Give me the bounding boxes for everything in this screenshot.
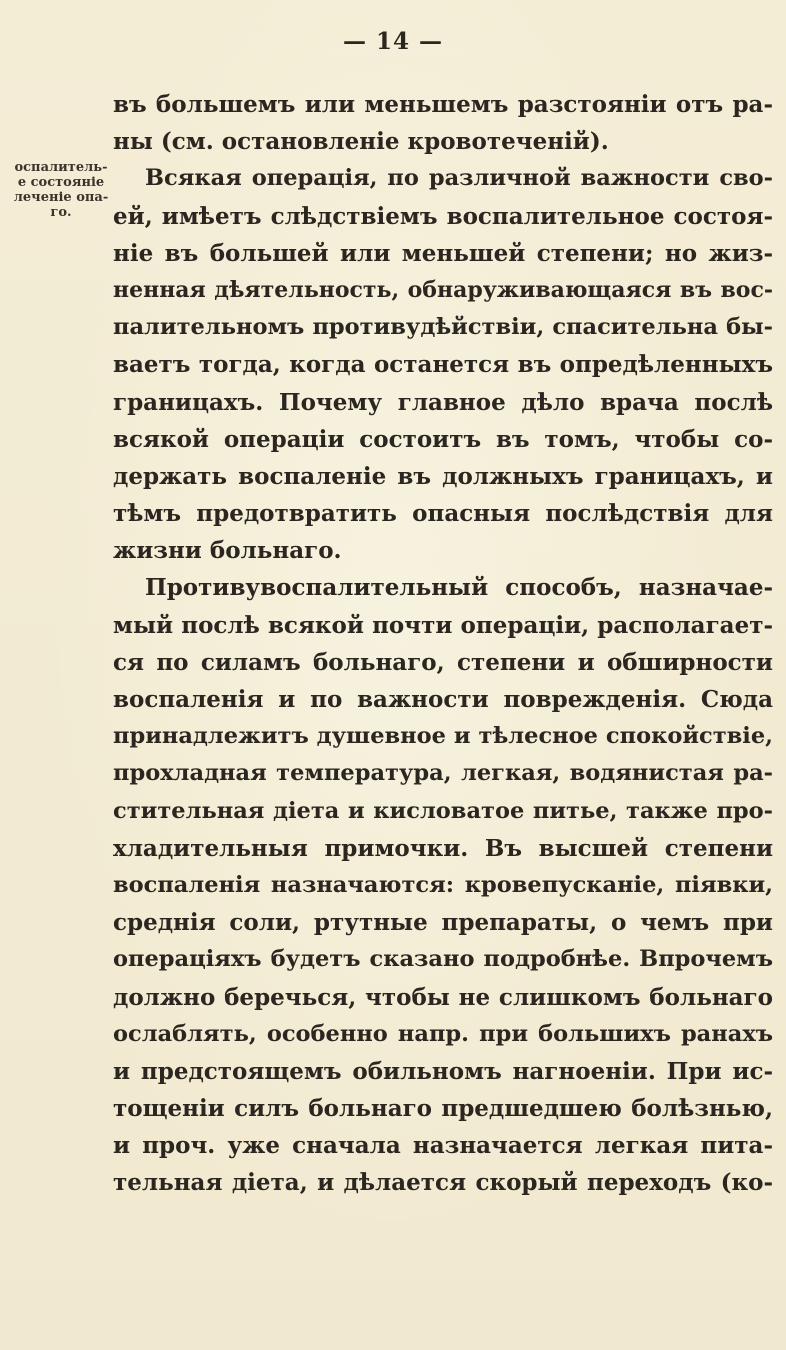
text-line: стительная діета и кисловатое питье, также про- [113,797,773,824]
margin-note [0,160,122,220]
margin-note-line: го. [50,205,72,220]
margin-note-line: е состояніе [17,175,105,190]
text-line: границахъ. Почему главное дѣло врача послѣ [113,388,773,416]
body-text [113,86,773,1202]
text-line: ны (см. остановленіе кровотеченій). [113,128,609,156]
text-line: жизни больнаго. [113,537,342,565]
text-line: всякой операціи состоитъ въ томъ, чтобы со- [113,425,773,453]
text-line: операціяхъ будетъ сказано подробнѣе. Впрочемъ [113,946,773,973]
text-line: среднія соли, ртутные препараты, о чемъ при [113,909,773,937]
text-line: ніе въ большей или меньшей степени; но жиз- [113,239,773,267]
text-line: мый послѣ всякой почти операціи, располагает- [113,611,773,639]
text-line: ослаблять, особенно напр. при большихъ ранахъ [113,1020,773,1047]
text-line: ненная дѣятельность, обнаруживающаяся въ вос- [113,276,773,303]
text-line: тѣмъ предотвратить опасныя послѣдствія для [113,500,773,528]
text-line: ей, имѣетъ слѣдствіемъ воспалительное состоя- [113,202,773,230]
margin-note-line: оспалитель- [14,160,108,175]
text-line: должно беречься, чтобы не слишкомъ больнаго [113,983,773,1011]
text-line: ваетъ тогда, когда останется въ опредѣленныхъ [113,351,773,379]
text-line: воспаленія назначаются: кровепусканіе, піявки, [113,871,773,898]
text-line: тощеніи силъ больнаго предшедшею болѣзнью, [113,1095,773,1123]
text-line: Противувоспалительный способъ, назначае- [145,574,773,602]
text-line: Всякая операція, по различной важности сво- [145,165,773,192]
text-line: палительномъ противудѣйствіи, спасительна бы- [113,314,773,341]
margin-note-line: леченіе опа- [13,190,109,205]
text-line: хладительныя примочки. Въ высшей степени [113,834,773,862]
text-line: тельная діета, и дѣлается скорый переходъ (ко- [113,1169,773,1197]
text-line: прохладная температура, легкая, водянистая ра- [113,760,773,787]
text-line: въ большемъ или меньшемъ разстояніи отъ ра- [113,91,773,118]
text-line: принадлежитъ душевное и тѣлесное спокойствіе, [113,723,773,750]
text-line: воспаленія и по важности поврежденія. Сюда [113,686,773,713]
text-line: и предстоящемъ обильномъ нагноеніи. При ис- [113,1057,773,1085]
page-number: — 14 — [342,28,444,55]
text-line: ся по силамъ больнаго, степени и обширности [113,648,773,676]
text-line: и проч. уже сначала назначается легкая пита- [113,1132,773,1160]
text-line: держать воспаленіе въ должныхъ границахъ, и [113,462,773,490]
